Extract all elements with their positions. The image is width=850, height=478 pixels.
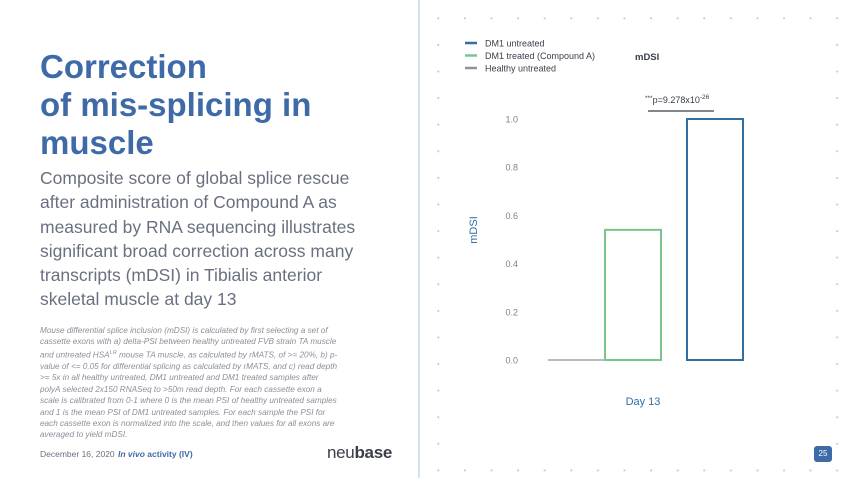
company-logo [327, 443, 392, 463]
left-panel [0, 0, 418, 478]
slide-title [40, 48, 400, 162]
y-tick-label: 0.4 [505, 259, 518, 270]
footer-topic [118, 449, 193, 459]
title-line: muscle [40, 124, 154, 161]
significance-stars: *** [645, 95, 653, 102]
y-tick-label: 1.0 [505, 114, 518, 125]
slide-subtitle: Composite score of global splice rescue after administration of Compound A as measured by RNA sequencing illustrates significant broad correction across many transcripts (mDSI) in Tibialis anterior skeletal muscle at day 13 [40, 168, 356, 310]
legend-label: DM1 treated (Compound A) [485, 51, 596, 61]
legend-label: Healthy untreated [485, 63, 557, 74]
footer-date: December 16, 2020 [40, 449, 115, 459]
legend-label: DM1 untreated [485, 38, 545, 49]
page-number-badge: 25 [814, 446, 832, 462]
y-axis-label: mDSI [468, 216, 480, 244]
y-tick-label: 0.6 [505, 210, 518, 221]
title-line: of mis-splicing in [40, 86, 312, 123]
chart-area [455, 25, 835, 445]
y-tick-label: 0.0 [505, 355, 518, 366]
x-axis-label: Day 13 [625, 396, 661, 408]
logo-part-bold: base [354, 443, 393, 462]
significance-annotation [645, 94, 710, 105]
y-tick-label: 0.2 [505, 307, 518, 318]
chart-title: mDSI [635, 52, 660, 63]
title-line: Correction [40, 48, 207, 85]
footer-topic-italic: In vivo [118, 449, 145, 459]
logo-part: neu [327, 443, 355, 462]
p-value-exponent: -26 [699, 94, 710, 101]
p-value-text: p=9.278x10 [652, 95, 700, 105]
bar-dm1-untreated [687, 119, 743, 360]
bar-dm1-treated [605, 230, 661, 360]
footnote-text: mouse TA muscle, as calculated by rMATS, of >= 20%, b) p-value of <= 0.05 for differential splicing as calculated by rMATS, and c) read depth >= 5x in all healthy untreated, DM1 untreated and DM1 treated samples after polyA selected 2x150 RNASeq to >50m read depth. For each cassette exon a scale is calibrated from 0-1 where 0 is the mean PSI of healthy untreated samples and 1 is the mean PSI of DM1 untreated samples. For each sample the PSI for each cassette exon is normalized into the scale, and then values for all exons are averaged to yield mDSI. [40, 350, 338, 440]
footer-topic-rest: activity (IV) [144, 449, 193, 459]
footnote-superscript: LR [109, 349, 117, 356]
mdsi-bar-chart [455, 25, 835, 445]
y-tick-label: 0.8 [505, 162, 518, 173]
footnote-text: Mouse differential splice inclusion (mDSI) is calculated by first selecting a set of cassette exons with a) delta-PSI between healthy untreated FVB strain TA muscle and untreated HSA [40, 326, 337, 360]
methods-footnote [40, 325, 340, 441]
